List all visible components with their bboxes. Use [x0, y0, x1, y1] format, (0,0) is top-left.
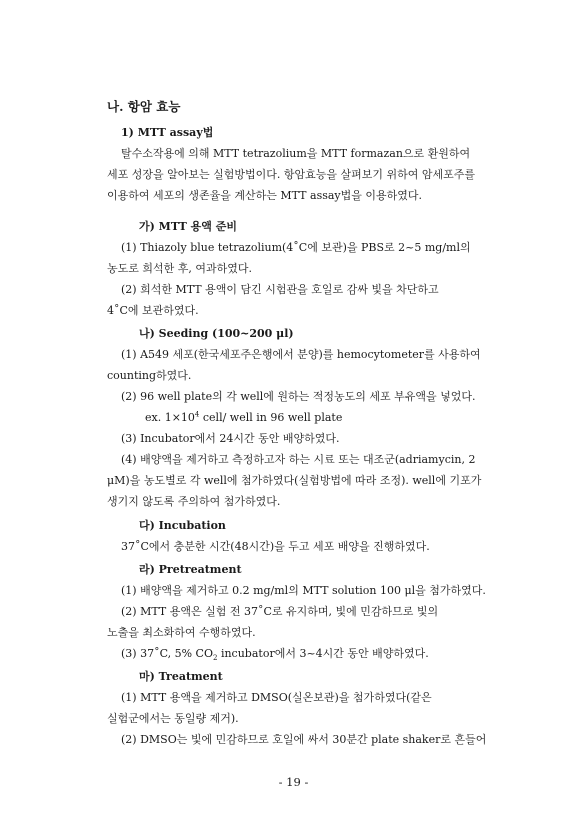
co2-subscript: 2 — [212, 654, 218, 663]
subsection-title-mtt-assay: 1) MTT assay법 — [121, 126, 214, 139]
paragraph-line: (2) MTT 용액은 실험 전 37˚C로 유지하며, 빛에 민감하므로 빛의 — [121, 605, 439, 618]
paragraph-line: (1) MTT 용액을 제거하고 DMSO(실온보관)을 첨가하였다(같은 — [121, 691, 432, 704]
paragraph-line: 노출을 최소화하여 수행하였다. — [107, 626, 256, 639]
paragraph-line: (2) 96 well plate의 각 well에 원하는 적정농도의 세포 부유액을 넣었다. — [121, 390, 476, 403]
paragraph-line: (1) Thiazoly blue tetrazolium(4˚C에 보관)을 PBS로 2~5 mg/ml의 — [121, 241, 471, 254]
paragraph-line: 생기지 않도록 주의하여 첨가하였다. — [107, 495, 281, 508]
heading-treatment: 마) Treatment — [139, 670, 223, 683]
paragraph-line: counting하였다. — [107, 369, 192, 382]
paragraph-line: 이용하여 세포의 생존율을 계산하는 MTT assay법을 이용하였다. — [107, 189, 423, 202]
paragraph-line: 4˚C에 보관하였다. — [107, 304, 199, 317]
example-line — [145, 411, 342, 425]
paragraph-line: (3) Incubator에서 24시간 동안 배양하였다. — [121, 432, 340, 445]
example-exponent: 4 — [194, 410, 200, 419]
paragraph-line: 농도로 희석한 후, 여과하였다. — [107, 262, 252, 275]
example-suffix: cell/ well in 96 well plate — [199, 411, 343, 424]
paragraph-line: 탈수소작용에 의해 MTT tetrazolium을 MTT formazan으로 환원하여 — [121, 147, 471, 160]
co2-prefix: (3) 37˚C, 5% CO — [121, 647, 213, 660]
paragraph-line: (1) 배양액을 제거하고 0.2 mg/ml의 MTT solution 100 μl을 첨가하였다. — [121, 584, 486, 597]
paragraph-line — [121, 647, 429, 661]
paragraph-line: 37˚C에서 충분한 시간(48시간)을 두고 세포 배양을 진행하였다. — [121, 540, 430, 553]
heading-pretreatment: 라) Pretreatment — [139, 563, 242, 576]
paragraph-line: (1) A549 세포(한국세포주은행에서 분양)를 hemocytometer를 사용하여 — [121, 348, 481, 361]
section-title: 나. 항암 효능 — [107, 99, 181, 114]
paragraph-line: (4) 배양액을 제거하고 측정하고자 하는 시료 또는 대조군(adriamycin, 2 — [121, 453, 476, 466]
page-number: - 19 - — [278, 775, 309, 789]
example-prefix: ex. 1×10 — [145, 411, 195, 424]
paragraph-line: 실험군에서는 동일량 제거). — [107, 712, 239, 725]
heading-seeding: 나) Seeding (100~200 μl) — [139, 327, 294, 340]
paragraph-line: μM)을 농도별로 각 well에 첨가하였다(실험방법에 따라 조정). well에 기포가 — [107, 474, 482, 487]
paragraph-line: (2) DMSO는 빛에 민감하므로 호일에 싸서 30분간 plate shaker로 흔들어 — [121, 733, 487, 746]
heading-incubation: 다) Incubation — [139, 519, 226, 532]
co2-suffix: incubator에서 3~4시간 동안 배양하였다. — [217, 647, 429, 660]
paragraph-line: 세포 성장을 알아보는 실험방법이다. 항암효능을 살펴보기 위하여 암세포주를 — [107, 168, 476, 181]
heading-mtt-solution: 가) MTT 용액 준비 — [139, 220, 237, 233]
paragraph-line: (2) 희석한 MTT 용액이 담긴 시험관을 호일로 감싸 빛을 차단하고 — [121, 283, 439, 296]
